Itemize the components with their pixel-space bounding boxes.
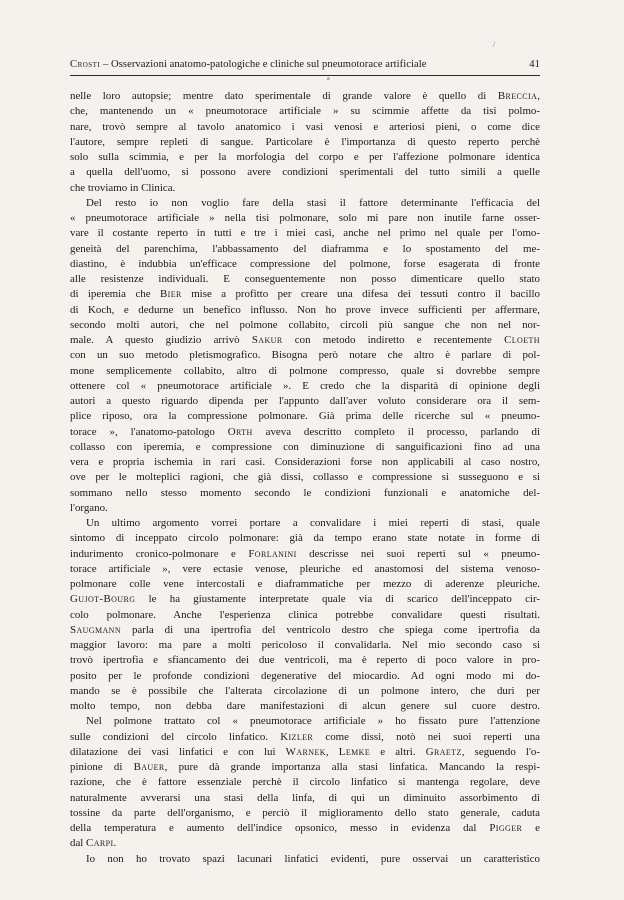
text-line bbox=[70, 348, 540, 363]
author-name: Graetz bbox=[425, 745, 462, 758]
text-run: pinione di bbox=[70, 761, 134, 773]
text-line bbox=[70, 272, 540, 287]
text-run: maggior lavoro: ma pare a molti pericoloso il convalidarla. Nel mio secondo caso si bbox=[70, 639, 540, 651]
body-text bbox=[70, 89, 540, 867]
text-run: polmonare colle vene intercostali e diaframmatiche per mezzo di aderenze pleuriche. bbox=[70, 578, 540, 590]
text-run: l'autore, sempre repleti di sangue. Particolare è l'importanza di questo reperto perchè bbox=[70, 135, 540, 148]
text-run: di Koch, e dedurne un benefico influsso. Non ho prove invece sufficienti per affermare, bbox=[70, 303, 540, 316]
text-run: descrisse nei suoi reperti sul « pneumo- bbox=[296, 547, 540, 560]
text-line bbox=[70, 653, 540, 668]
text-line bbox=[70, 775, 540, 790]
text-line bbox=[70, 684, 540, 699]
text-run: e altri. bbox=[370, 745, 426, 758]
text-run: come dissi, notò nei suoi reperti una bbox=[313, 730, 540, 743]
text-line bbox=[70, 531, 540, 546]
text-run: sulle condizioni del circolo linfatico. bbox=[70, 730, 281, 743]
author-name: Warnek bbox=[285, 745, 326, 758]
text-run: dal bbox=[70, 837, 87, 850]
text-run: sommano nello stesso momento secondo le condizioni funzionali e anatomiche del- bbox=[70, 486, 540, 499]
text-line bbox=[70, 608, 540, 623]
author-name: Bier bbox=[160, 288, 182, 301]
text-run: alle resistenze individuali. E conseguentemente non posso dimenticare quello stato bbox=[70, 273, 540, 285]
text-run: ottenere col « pneumotorace artificiale ». E credo che la disparità di opinione degli bbox=[70, 379, 540, 392]
text-run: naturalmente avverarsi una stasi della linfa, di qui un diminuito assorbimento di bbox=[70, 791, 540, 804]
text-line bbox=[70, 623, 540, 638]
text-run: collasso con iperemia, e compressione con diminuzione di sanguificazioni fino ad una bbox=[70, 440, 540, 453]
text-run: a quella dell'uomo, si possono avere condizioni sperimentali del tutto simili a quelle bbox=[70, 166, 540, 179]
text-run: le ha giustamente interpretate quale via di scarico dell'inceppato cir- bbox=[135, 593, 540, 606]
text-line bbox=[70, 409, 540, 424]
text-line bbox=[70, 699, 540, 714]
text-line bbox=[70, 104, 540, 119]
text-run: razione, che è fattore essenziale perchè il circolo linfatico si mantenga regolare, deve bbox=[70, 776, 540, 789]
text-line bbox=[70, 806, 540, 821]
text-run: con un suo metodo pletismografico. Bisogna però notare che altro è parlare di pol- bbox=[70, 349, 540, 362]
text-run: , pure dà grande importanza alla stasi linfatica. Mancando la respi- bbox=[164, 761, 540, 773]
text-line bbox=[70, 303, 540, 318]
text-run: aveva descritto completo il processo, parlando di bbox=[252, 425, 540, 438]
text-line bbox=[70, 516, 540, 531]
text-line bbox=[70, 120, 540, 135]
text-run: , seguendo l'o- bbox=[461, 745, 540, 758]
header-rule bbox=[70, 75, 540, 76]
text-run: solo sulla scimmia, e per la morfologia del corpo e per l'affezione polmonare identica bbox=[70, 151, 540, 163]
running-title bbox=[70, 59, 426, 70]
author-name: Orth bbox=[227, 425, 253, 438]
text-run: con metodo indiretto e recentemente bbox=[282, 334, 505, 346]
text-run: nare, trovò sempre al tavolo anatomico i vasi venosi e arteriosi pieni, o come dice bbox=[70, 120, 540, 133]
text-run: secondo molti autori, che nel polmone collabito, circoli più sangue che non nel nor- bbox=[70, 318, 540, 331]
text-line bbox=[70, 165, 540, 180]
text-run: tossine da parte dell'organismo, e perciò il miglioramento dello stato generale, caduta bbox=[70, 806, 540, 819]
text-run: parla di una ipertrofia del ventricolo destro che spiega come ipertrofia da bbox=[121, 623, 540, 636]
text-run: male. A questo giudizio arrivò bbox=[70, 334, 252, 346]
text-run: mise a profitto per creare una difesa dei tessuti contro il bacillo bbox=[181, 288, 540, 301]
text-line bbox=[70, 669, 540, 684]
text-line bbox=[70, 486, 540, 501]
text-run: Un ultimo argomento vorrei portare a convalidare i miei reperti di stasi, quale bbox=[86, 517, 540, 529]
text-run: Del resto io non voglio fare della stasi il fattore determinante l'efficacia del bbox=[86, 196, 540, 209]
text-line bbox=[70, 821, 540, 836]
text-line bbox=[70, 394, 540, 409]
text-run: geneità del parenchima, l'abbassamento del diaframma e lo spostamento del me- bbox=[70, 242, 540, 255]
author-name: Bauer bbox=[133, 761, 165, 773]
text-run: mando se è possibile che l'alterata circolazione di un polmone intero, che duri per bbox=[70, 684, 540, 697]
text-line bbox=[70, 714, 540, 729]
text-line bbox=[70, 470, 540, 485]
author-name: Saugmann bbox=[70, 623, 122, 636]
page-number: 41 bbox=[529, 59, 540, 70]
text-line bbox=[70, 577, 540, 592]
text-line bbox=[70, 196, 540, 211]
text-run: che, mantenendo un « pneumotorace artificiale » su scimmie affette da tisi polmo- bbox=[70, 105, 540, 118]
text-line bbox=[70, 501, 540, 516]
text-line bbox=[70, 364, 540, 379]
text-run: sintomo di inceppato circolo polmonare: già da tempo erano state notate in forme di bbox=[70, 532, 540, 545]
author-name: Kizler bbox=[280, 730, 314, 743]
text-line bbox=[70, 135, 540, 150]
text-run: Nel polmone trattato col « pneumotorace artificiale » ho fissato pure l'attenzione bbox=[86, 715, 540, 728]
text-run: torace », l'anatomo-patologo bbox=[70, 425, 228, 438]
text-line bbox=[70, 791, 540, 806]
author-name: Breccia bbox=[497, 90, 538, 102]
text-line bbox=[70, 89, 540, 104]
text-run: indurimento cronico-polmonare e bbox=[70, 547, 249, 560]
text-run: « pneumotorace artificiale » nella tisi polmonare, solo mi pare non inutile farne osser- bbox=[70, 212, 540, 224]
text-line bbox=[70, 287, 540, 302]
text-run: ove per le molteplici ragioni, che già dissi, collasso e compressione si susseguono e si bbox=[70, 471, 540, 484]
text-run: dilatazione dei vasi linfatici e con lui bbox=[70, 745, 286, 758]
text-run: vare il costante reperto in tutti e tre i miei casi, anche nel primo nel quale per l'omo- bbox=[70, 227, 540, 240]
header-author: Crosti bbox=[70, 59, 101, 70]
text-line bbox=[70, 257, 540, 272]
text-run: trovò ipertrofia e sfiancamento dei due ventricoli, ma è reperto di poco valore in pro- bbox=[70, 654, 540, 667]
text-run: nelle loro autopsie; mentre dato sperimentale di grande valore è quello di bbox=[70, 90, 498, 102]
header-title: – Osservazioni anatomo-patologiche e cliniche sul pneumotorace artificiale bbox=[100, 59, 427, 70]
text-line bbox=[70, 242, 540, 257]
text-run: posito per le profonde condizioni degenerative del miocardio. Ad ogni modo mi do- bbox=[70, 669, 540, 682]
text-line bbox=[70, 226, 540, 241]
text-run: e bbox=[522, 822, 540, 834]
author-name: Gujot-Bourg bbox=[70, 593, 136, 606]
margin-mark: / bbox=[493, 40, 496, 49]
text-line bbox=[70, 211, 540, 226]
running-header bbox=[70, 59, 540, 70]
text-line bbox=[70, 547, 540, 562]
text-run: che troviamo in Clinica. bbox=[70, 181, 176, 194]
text-line bbox=[70, 852, 540, 867]
text-line bbox=[70, 181, 540, 196]
text-run: autori a questo riguardo dipenda per l'appunto dall'aver voluto considerare ora il sem- bbox=[70, 395, 540, 407]
text-line bbox=[70, 379, 540, 394]
text-run: di iperemia che bbox=[70, 288, 160, 301]
signature-mark: a bbox=[327, 76, 330, 82]
text-line bbox=[70, 638, 540, 653]
text-line bbox=[70, 333, 540, 348]
text-line bbox=[70, 836, 540, 851]
author-name: Pigger bbox=[489, 822, 523, 834]
text-line bbox=[70, 745, 540, 760]
text-line bbox=[70, 425, 540, 440]
text-run: torace artificiale », vere ectasie venose, pleuriche ed anastomosi del sistema venoso- bbox=[70, 562, 540, 575]
text-run: della temperatura e aumento dell'indice opsonico, messo in evidenza dal bbox=[70, 822, 490, 834]
author-name: Lemke bbox=[338, 745, 371, 758]
text-run: . bbox=[113, 837, 117, 850]
text-line bbox=[70, 760, 540, 775]
author-name: Forlanini bbox=[248, 547, 297, 560]
text-line bbox=[70, 440, 540, 455]
text-line bbox=[70, 592, 540, 607]
text-run: , bbox=[537, 90, 540, 102]
text-run: colo polmonare. Anche l'esperienza clinica potrebbe convalidare questi risultati. bbox=[70, 608, 540, 621]
text-line bbox=[70, 150, 540, 165]
text-line bbox=[70, 730, 540, 745]
text-run: , bbox=[325, 745, 339, 758]
text-run: Io non ho trovato spazi lacunari linfatici evidenti, pure osservai un caratteristico bbox=[86, 852, 540, 865]
author-name: Sakur bbox=[251, 334, 283, 346]
author-name: Cloeth bbox=[504, 334, 540, 346]
text-run: plice riposo, ora la compressione polmonare. Già prima delle ricerche sul « pneumo- bbox=[70, 410, 540, 423]
text-run: l'organo. bbox=[70, 501, 108, 514]
text-run: vera e propria ischemia in rari casi. Considerazioni forse non applicabili al caso nostro, bbox=[70, 456, 540, 468]
text-line bbox=[70, 562, 540, 577]
text-line bbox=[70, 455, 540, 470]
text-run: molto tempo, non debba dare manifestazioni di alcun genere sul cuore destro. bbox=[70, 700, 540, 712]
text-line bbox=[70, 318, 540, 333]
text-run: mone semplicemente collabito, altro di polmone compresso, quale si dovrebbe sempre bbox=[70, 364, 540, 377]
author-name: Carpi bbox=[86, 837, 114, 850]
text-run: diastino, è indubbia un'efficace compressione del polmone, forse esagerata di fronte bbox=[70, 257, 540, 270]
